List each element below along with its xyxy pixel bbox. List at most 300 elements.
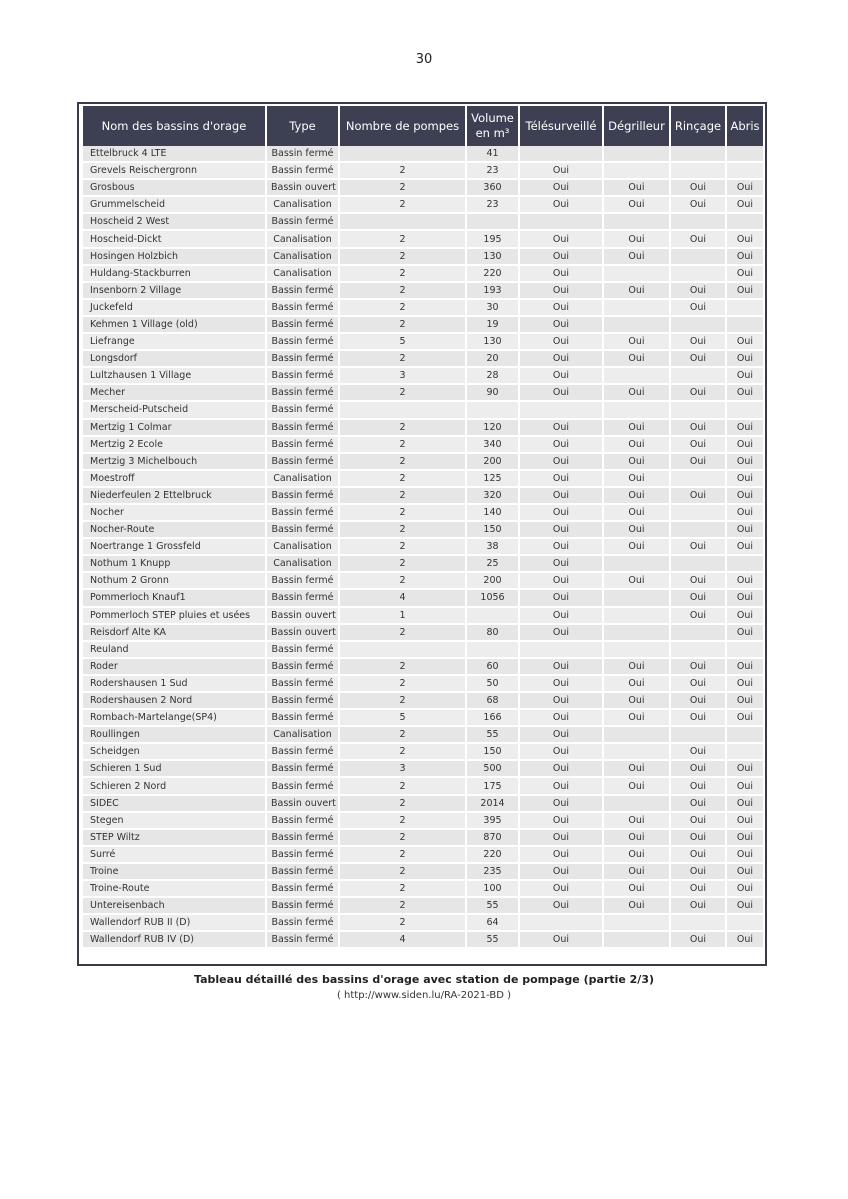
cell-name: Lultzhausen 1 Village [83, 368, 265, 385]
cell-telesurveille: Oui [520, 556, 602, 573]
cell-type: Bassin fermé [267, 915, 338, 932]
table-row [83, 402, 763, 419]
cell-rincage: Oui [671, 590, 725, 607]
table-row [83, 830, 763, 847]
cell-type: Bassin fermé [267, 334, 338, 351]
cell-pumps: 2 [340, 864, 465, 881]
table-row [83, 744, 763, 761]
cell-type: Bassin fermé [267, 932, 338, 949]
cell-degrilleur: Oui [604, 813, 669, 830]
cell-abris: Oui [727, 813, 763, 830]
cell-pumps: 2 [340, 693, 465, 710]
header-abris: Abris [727, 106, 763, 146]
cell-type: Bassin fermé [267, 761, 338, 778]
cell-type: Bassin fermé [267, 437, 338, 454]
cell-rincage [671, 556, 725, 573]
cell-abris: Oui [727, 864, 763, 881]
table-row [83, 608, 763, 625]
cell-name: Grummelscheid [83, 197, 265, 214]
cell-telesurveille: Oui [520, 385, 602, 402]
cell-type: Bassin fermé [267, 813, 338, 830]
cell-volume: 100 [467, 881, 518, 898]
cell-pumps: 1 [340, 608, 465, 625]
cell-rincage [671, 249, 725, 266]
cell-telesurveille: Oui [520, 197, 602, 214]
cell-pumps: 2 [340, 796, 465, 813]
cell-type: Bassin fermé [267, 402, 338, 419]
cell-type: Bassin fermé [267, 573, 338, 590]
cell-name: Nothum 1 Knupp [83, 556, 265, 573]
cell-abris: Oui [727, 283, 763, 300]
cell-name: Untereisenbach [83, 898, 265, 915]
cell-name: Mertzig 1 Colmar [83, 420, 265, 437]
cell-volume: 195 [467, 231, 518, 248]
cell-telesurveille: Oui [520, 864, 602, 881]
table-row [83, 796, 763, 813]
cell-pumps: 2 [340, 813, 465, 830]
cell-rincage: Oui [671, 385, 725, 402]
cell-pumps: 3 [340, 761, 465, 778]
cell-volume: 235 [467, 864, 518, 881]
cell-rincage: Oui [671, 864, 725, 881]
cell-abris: Oui [727, 932, 763, 949]
cell-telesurveille [520, 402, 602, 419]
cell-telesurveille: Oui [520, 847, 602, 864]
cell-volume [467, 642, 518, 659]
cell-type: Bassin fermé [267, 830, 338, 847]
cell-degrilleur [604, 146, 669, 163]
cell-telesurveille: Oui [520, 693, 602, 710]
cell-name: Roder [83, 659, 265, 676]
table-row [83, 266, 763, 283]
cell-telesurveille: Oui [520, 830, 602, 847]
cell-pumps [340, 402, 465, 419]
cell-degrilleur: Oui [604, 231, 669, 248]
header-type: Type [267, 106, 338, 146]
cell-volume: 200 [467, 573, 518, 590]
cell-type: Bassin fermé [267, 847, 338, 864]
cell-telesurveille [520, 214, 602, 231]
cell-abris [727, 642, 763, 659]
table-row [83, 300, 763, 317]
cell-rincage [671, 368, 725, 385]
table-source: ( http://www.siden.lu/RA-2021-BD ) [336, 990, 512, 1001]
cell-telesurveille: Oui [520, 488, 602, 505]
cell-pumps: 2 [340, 830, 465, 847]
cell-pumps: 2 [340, 488, 465, 505]
table-row [83, 898, 763, 915]
cell-volume: 193 [467, 283, 518, 300]
cell-degrilleur [604, 163, 669, 180]
cell-type: Canalisation [267, 249, 338, 266]
cell-telesurveille: Oui [520, 454, 602, 471]
table-row [83, 864, 763, 881]
cell-degrilleur [604, 402, 669, 419]
cell-telesurveille: Oui [520, 796, 602, 813]
cell-telesurveille: Oui [520, 744, 602, 761]
cell-pumps: 4 [340, 590, 465, 607]
cell-degrilleur: Oui [604, 420, 669, 437]
cell-volume: 23 [467, 197, 518, 214]
cell-pumps: 2 [340, 437, 465, 454]
cell-rincage [671, 471, 725, 488]
cell-name: Insenborn 2 Village [83, 283, 265, 300]
cell-type: Bassin fermé [267, 351, 338, 368]
cell-type: Bassin fermé [267, 283, 338, 300]
table-row [83, 317, 763, 334]
cell-rincage: Oui [671, 693, 725, 710]
cell-type: Bassin fermé [267, 590, 338, 607]
cell-name: STEP Wiltz [83, 830, 265, 847]
cell-volume: 30 [467, 300, 518, 317]
cell-volume: 120 [467, 420, 518, 437]
cell-degrilleur: Oui [604, 334, 669, 351]
cell-pumps: 2 [340, 317, 465, 334]
cell-rincage [671, 915, 725, 932]
cell-volume: 220 [467, 266, 518, 283]
cell-rincage: Oui [671, 830, 725, 847]
cell-degrilleur: Oui [604, 693, 669, 710]
cell-degrilleur [604, 608, 669, 625]
cell-degrilleur: Oui [604, 385, 669, 402]
cell-degrilleur: Oui [604, 778, 669, 795]
cell-abris: Oui [727, 437, 763, 454]
cell-name: Pommerloch STEP pluies et usées [83, 608, 265, 625]
cell-abris [727, 402, 763, 419]
cell-type: Bassin fermé [267, 710, 338, 727]
cell-rincage [671, 163, 725, 180]
storm-basins-table [81, 106, 765, 949]
cell-degrilleur [604, 266, 669, 283]
page-number: 30 [415, 52, 433, 67]
cell-type: Bassin fermé [267, 420, 338, 437]
cell-rincage: Oui [671, 488, 725, 505]
cell-volume: 125 [467, 471, 518, 488]
cell-type: Canalisation [267, 556, 338, 573]
cell-name: Juckefeld [83, 300, 265, 317]
cell-volume: 20 [467, 351, 518, 368]
cell-telesurveille [520, 146, 602, 163]
cell-rincage: Oui [671, 608, 725, 625]
table-row [83, 197, 763, 214]
cell-volume: 150 [467, 744, 518, 761]
cell-pumps: 2 [340, 676, 465, 693]
cell-volume: 55 [467, 727, 518, 744]
table-row [83, 761, 763, 778]
cell-volume: 140 [467, 505, 518, 522]
cell-volume: 68 [467, 693, 518, 710]
cell-type: Bassin ouvert [267, 608, 338, 625]
cell-telesurveille: Oui [520, 590, 602, 607]
cell-abris [727, 744, 763, 761]
cell-pumps: 2 [340, 881, 465, 898]
cell-degrilleur: Oui [604, 830, 669, 847]
cell-type: Bassin fermé [267, 368, 338, 385]
cell-name: Mertzig 2 Ecole [83, 437, 265, 454]
table-row [83, 334, 763, 351]
cell-rincage: Oui [671, 351, 725, 368]
cell-pumps: 4 [340, 932, 465, 949]
cell-degrilleur [604, 642, 669, 659]
cell-telesurveille [520, 642, 602, 659]
cell-telesurveille: Oui [520, 231, 602, 248]
cell-pumps: 5 [340, 334, 465, 351]
cell-volume: 64 [467, 915, 518, 932]
cell-degrilleur: Oui [604, 437, 669, 454]
cell-telesurveille: Oui [520, 539, 602, 556]
cell-pumps: 2 [340, 847, 465, 864]
cell-abris: Oui [727, 676, 763, 693]
cell-type: Bassin fermé [267, 744, 338, 761]
cell-telesurveille: Oui [520, 881, 602, 898]
cell-volume: 320 [467, 488, 518, 505]
cell-volume [467, 402, 518, 419]
cell-degrilleur: Oui [604, 454, 669, 471]
cell-abris: Oui [727, 454, 763, 471]
cell-volume: 150 [467, 522, 518, 539]
cell-pumps: 2 [340, 420, 465, 437]
cell-degrilleur: Oui [604, 710, 669, 727]
cell-name: Hoscheid-Dickt [83, 231, 265, 248]
cell-telesurveille: Oui [520, 727, 602, 744]
table-row [83, 881, 763, 898]
cell-degrilleur [604, 796, 669, 813]
cell-pumps: 2 [340, 505, 465, 522]
cell-volume: 80 [467, 625, 518, 642]
cell-abris: Oui [727, 471, 763, 488]
table-row [83, 659, 763, 676]
cell-volume: 200 [467, 454, 518, 471]
cell-degrilleur: Oui [604, 676, 669, 693]
cell-volume: 23 [467, 163, 518, 180]
cell-pumps: 2 [340, 163, 465, 180]
cell-volume: 19 [467, 317, 518, 334]
cell-name: Nothum 2 Gronn [83, 573, 265, 590]
cell-degrilleur: Oui [604, 351, 669, 368]
cell-pumps: 2 [340, 180, 465, 197]
cell-rincage [671, 266, 725, 283]
cell-name: Moestroff [83, 471, 265, 488]
cell-volume: 50 [467, 676, 518, 693]
cell-degrilleur: Oui [604, 659, 669, 676]
cell-abris: Oui [727, 249, 763, 266]
cell-telesurveille: Oui [520, 813, 602, 830]
table-row [83, 283, 763, 300]
cell-abris: Oui [727, 351, 763, 368]
cell-rincage: Oui [671, 761, 725, 778]
cell-telesurveille: Oui [520, 710, 602, 727]
table-row [83, 471, 763, 488]
cell-rincage: Oui [671, 847, 725, 864]
cell-abris [727, 146, 763, 163]
cell-degrilleur: Oui [604, 847, 669, 864]
cell-abris: Oui [727, 710, 763, 727]
cell-degrilleur: Oui [604, 761, 669, 778]
cell-volume: 360 [467, 180, 518, 197]
cell-telesurveille: Oui [520, 283, 602, 300]
cell-abris: Oui [727, 368, 763, 385]
cell-type: Bassin ouvert [267, 625, 338, 642]
cell-degrilleur: Oui [604, 180, 669, 197]
cell-pumps: 2 [340, 625, 465, 642]
cell-rincage [671, 642, 725, 659]
cell-volume: 175 [467, 778, 518, 795]
cell-telesurveille: Oui [520, 368, 602, 385]
cell-type: Bassin fermé [267, 881, 338, 898]
cell-volume: 500 [467, 761, 518, 778]
cell-type: Bassin fermé [267, 778, 338, 795]
cell-name: Longsdorf [83, 351, 265, 368]
cell-degrilleur: Oui [604, 864, 669, 881]
cell-type: Bassin fermé [267, 693, 338, 710]
cell-volume: 220 [467, 847, 518, 864]
cell-volume: 55 [467, 932, 518, 949]
cell-type: Bassin fermé [267, 385, 338, 402]
cell-name: Huldang-Stackburren [83, 266, 265, 283]
table-body [83, 146, 763, 949]
cell-rincage [671, 146, 725, 163]
cell-telesurveille: Oui [520, 522, 602, 539]
cell-abris: Oui [727, 830, 763, 847]
cell-name: Schieren 1 Sud [83, 761, 265, 778]
table-row [83, 385, 763, 402]
cell-abris [727, 163, 763, 180]
table-row [83, 556, 763, 573]
cell-pumps: 2 [340, 659, 465, 676]
cell-degrilleur: Oui [604, 573, 669, 590]
cell-telesurveille: Oui [520, 317, 602, 334]
table-row [83, 813, 763, 830]
cell-name: Rodershausen 1 Sud [83, 676, 265, 693]
cell-type: Canalisation [267, 727, 338, 744]
cell-degrilleur: Oui [604, 249, 669, 266]
table-row [83, 573, 763, 590]
cell-rincage: Oui [671, 334, 725, 351]
cell-rincage: Oui [671, 573, 725, 590]
cell-degrilleur: Oui [604, 539, 669, 556]
cell-rincage: Oui [671, 932, 725, 949]
cell-telesurveille: Oui [520, 761, 602, 778]
cell-abris [727, 556, 763, 573]
table-row [83, 163, 763, 180]
cell-rincage: Oui [671, 437, 725, 454]
cell-rincage: Oui [671, 744, 725, 761]
cell-pumps: 2 [340, 300, 465, 317]
cell-telesurveille: Oui [520, 505, 602, 522]
cell-telesurveille: Oui [520, 608, 602, 625]
cell-volume: 2014 [467, 796, 518, 813]
cell-type: Bassin fermé [267, 522, 338, 539]
cell-pumps [340, 146, 465, 163]
cell-telesurveille: Oui [520, 471, 602, 488]
cell-volume: 870 [467, 830, 518, 847]
cell-name: Niederfeulen 2 Ettelbruck [83, 488, 265, 505]
cell-pumps: 2 [340, 539, 465, 556]
cell-pumps: 2 [340, 556, 465, 573]
table-row [83, 214, 763, 231]
cell-degrilleur: Oui [604, 283, 669, 300]
cell-degrilleur [604, 590, 669, 607]
cell-pumps: 2 [340, 266, 465, 283]
cell-rincage [671, 505, 725, 522]
cell-degrilleur: Oui [604, 898, 669, 915]
cell-abris: Oui [727, 488, 763, 505]
table-row [83, 539, 763, 556]
cell-volume: 130 [467, 249, 518, 266]
table-row [83, 932, 763, 949]
table-row [83, 590, 763, 607]
cell-abris [727, 214, 763, 231]
cell-type: Canalisation [267, 539, 338, 556]
cell-pumps: 5 [340, 710, 465, 727]
cell-abris: Oui [727, 505, 763, 522]
cell-rincage [671, 402, 725, 419]
cell-abris: Oui [727, 197, 763, 214]
cell-abris: Oui [727, 266, 763, 283]
cell-abris: Oui [727, 334, 763, 351]
cell-name: Rodershausen 2 Nord [83, 693, 265, 710]
cell-pumps: 3 [340, 368, 465, 385]
cell-abris: Oui [727, 881, 763, 898]
cell-pumps: 2 [340, 573, 465, 590]
table-row [83, 676, 763, 693]
cell-type: Bassin fermé [267, 864, 338, 881]
table-row [83, 420, 763, 437]
cell-volume: 60 [467, 659, 518, 676]
cell-degrilleur [604, 625, 669, 642]
cell-abris: Oui [727, 625, 763, 642]
cell-abris: Oui [727, 898, 763, 915]
table-row [83, 710, 763, 727]
cell-volume [467, 214, 518, 231]
cell-type: Bassin fermé [267, 505, 338, 522]
cell-abris: Oui [727, 385, 763, 402]
cell-name: Ettelbruck 4 LTE [83, 146, 265, 163]
cell-abris: Oui [727, 539, 763, 556]
cell-abris: Oui [727, 778, 763, 795]
cell-telesurveille: Oui [520, 334, 602, 351]
cell-degrilleur [604, 214, 669, 231]
cell-pumps: 2 [340, 744, 465, 761]
table-row [83, 488, 763, 505]
cell-abris [727, 727, 763, 744]
cell-rincage: Oui [671, 420, 725, 437]
table-row [83, 847, 763, 864]
cell-name: Reisdorf Alte KA [83, 625, 265, 642]
cell-rincage: Oui [671, 283, 725, 300]
table-row [83, 727, 763, 744]
header-volume-line1: Volume [471, 111, 514, 125]
cell-rincage [671, 625, 725, 642]
cell-abris [727, 300, 763, 317]
cell-degrilleur [604, 317, 669, 334]
cell-abris: Oui [727, 590, 763, 607]
table-row [83, 231, 763, 248]
table-row [83, 351, 763, 368]
cell-rincage: Oui [671, 300, 725, 317]
cell-name: Nocher [83, 505, 265, 522]
cell-pumps: 2 [340, 197, 465, 214]
cell-type: Canalisation [267, 471, 338, 488]
cell-type: Bassin fermé [267, 488, 338, 505]
cell-degrilleur: Oui [604, 522, 669, 539]
cell-name: Schieren 2 Nord [83, 778, 265, 795]
table-row [83, 915, 763, 932]
cell-rincage: Oui [671, 659, 725, 676]
cell-abris: Oui [727, 847, 763, 864]
header-degrilleur: Dégrilleur [604, 106, 669, 146]
cell-telesurveille: Oui [520, 300, 602, 317]
